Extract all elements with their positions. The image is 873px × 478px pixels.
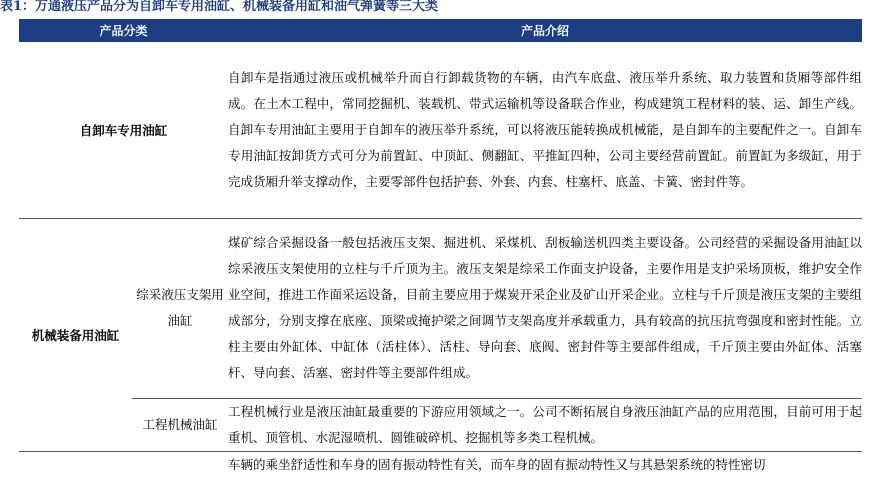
intro-text: 工程机械行业是液压油缸最重要的下游应用领域之一。公司不断拓展自身液压油缸产品的应用范围，目前可用于起重机、顶管机、水泥湿喷机、圆锥破碎机、挖掘机等多类工程机械。 [228,403,862,445]
intro-cell [228,398,862,451]
intro-cell [228,451,862,478]
intro-text: 煤矿综合采掘设备一般包括液压支架、掘进机、采煤机、刮板输送机四类主要设备。公司经营的采掘设备用油缸以综采液压支架使用的立柱与千斤顶为主。液压支架是综采工作面支护设备，主要作用是支护采场顶板，维护安全作业空间，推进工作面采运设备，目前主要应用于煤炭开采企业及矿山开采企业。立柱与千斤顶是液压支架的主要组成部分，分别支撑在底座、顶梁或掩护梁之间调节支架高度并承载重力，具有较高的抗压抗弯强度和密封性能。立柱主要由外缸体、中缸体（活柱体）、活柱、导向套、底阀、密封件等主要部件组成，千斤顶主要由外缸体、活塞杆、导向套、活塞、密封件等主要部件组成。 [228,235,862,380]
intro-text: 车辆的乘坐舒适性和车身的固有振动特性有关，而车身的固有振动特性又与其悬架系统的特性密切 [228,456,766,472]
category-cell [19,451,228,478]
table-row [19,398,862,451]
table-row [19,42,862,218]
table-row [19,451,862,478]
table-title: 表1：万通液压产品分为自卸车专用油缸、机械装备用缸和油气弹簧等三大类 [0,0,439,14]
intro-cell [228,42,862,218]
table-header-row [19,19,862,42]
product-table [19,19,862,478]
category-cell: 机械装备用油缸 [19,218,132,451]
subcategory-cell [132,218,228,398]
table-row [19,218,862,398]
category-cell: 自卸车专用油缸 [79,122,168,138]
header-category: 产品分类 [19,19,228,42]
subcategory-cell: 工程机械油缸 [132,398,228,451]
intro-text: 自卸车是指通过液压或机械举升而自行卸载货物的车辆，由汽车底盘、液压举升系统、取力装置和货厢等部件组成。在土木工程中，常同挖掘机、装载机、带式运输机等设备联合作业，构成建筑工程材料的装、运、卸生产线。自卸车专用油缸主要用于自卸车的液压举升系统，可以将液压能转换成机械能，是自卸车的主要配件之一。自卸车专用油缸按卸货方式可分为前置缸、中顶缸、侧翻缸、平推缸四种，公司主要经营前置缸。前置缸为多级缸，用于完成货厢升举支撑动作，主要零部件包括护套、外套、内套、柱塞杆、底盖、卡簧、密封件等。 [228,69,862,189]
subcategory-label: 综采液压支架用油缸 [136,287,224,328]
header-intro: 产品介绍 [228,19,862,42]
intro-cell [228,218,862,398]
